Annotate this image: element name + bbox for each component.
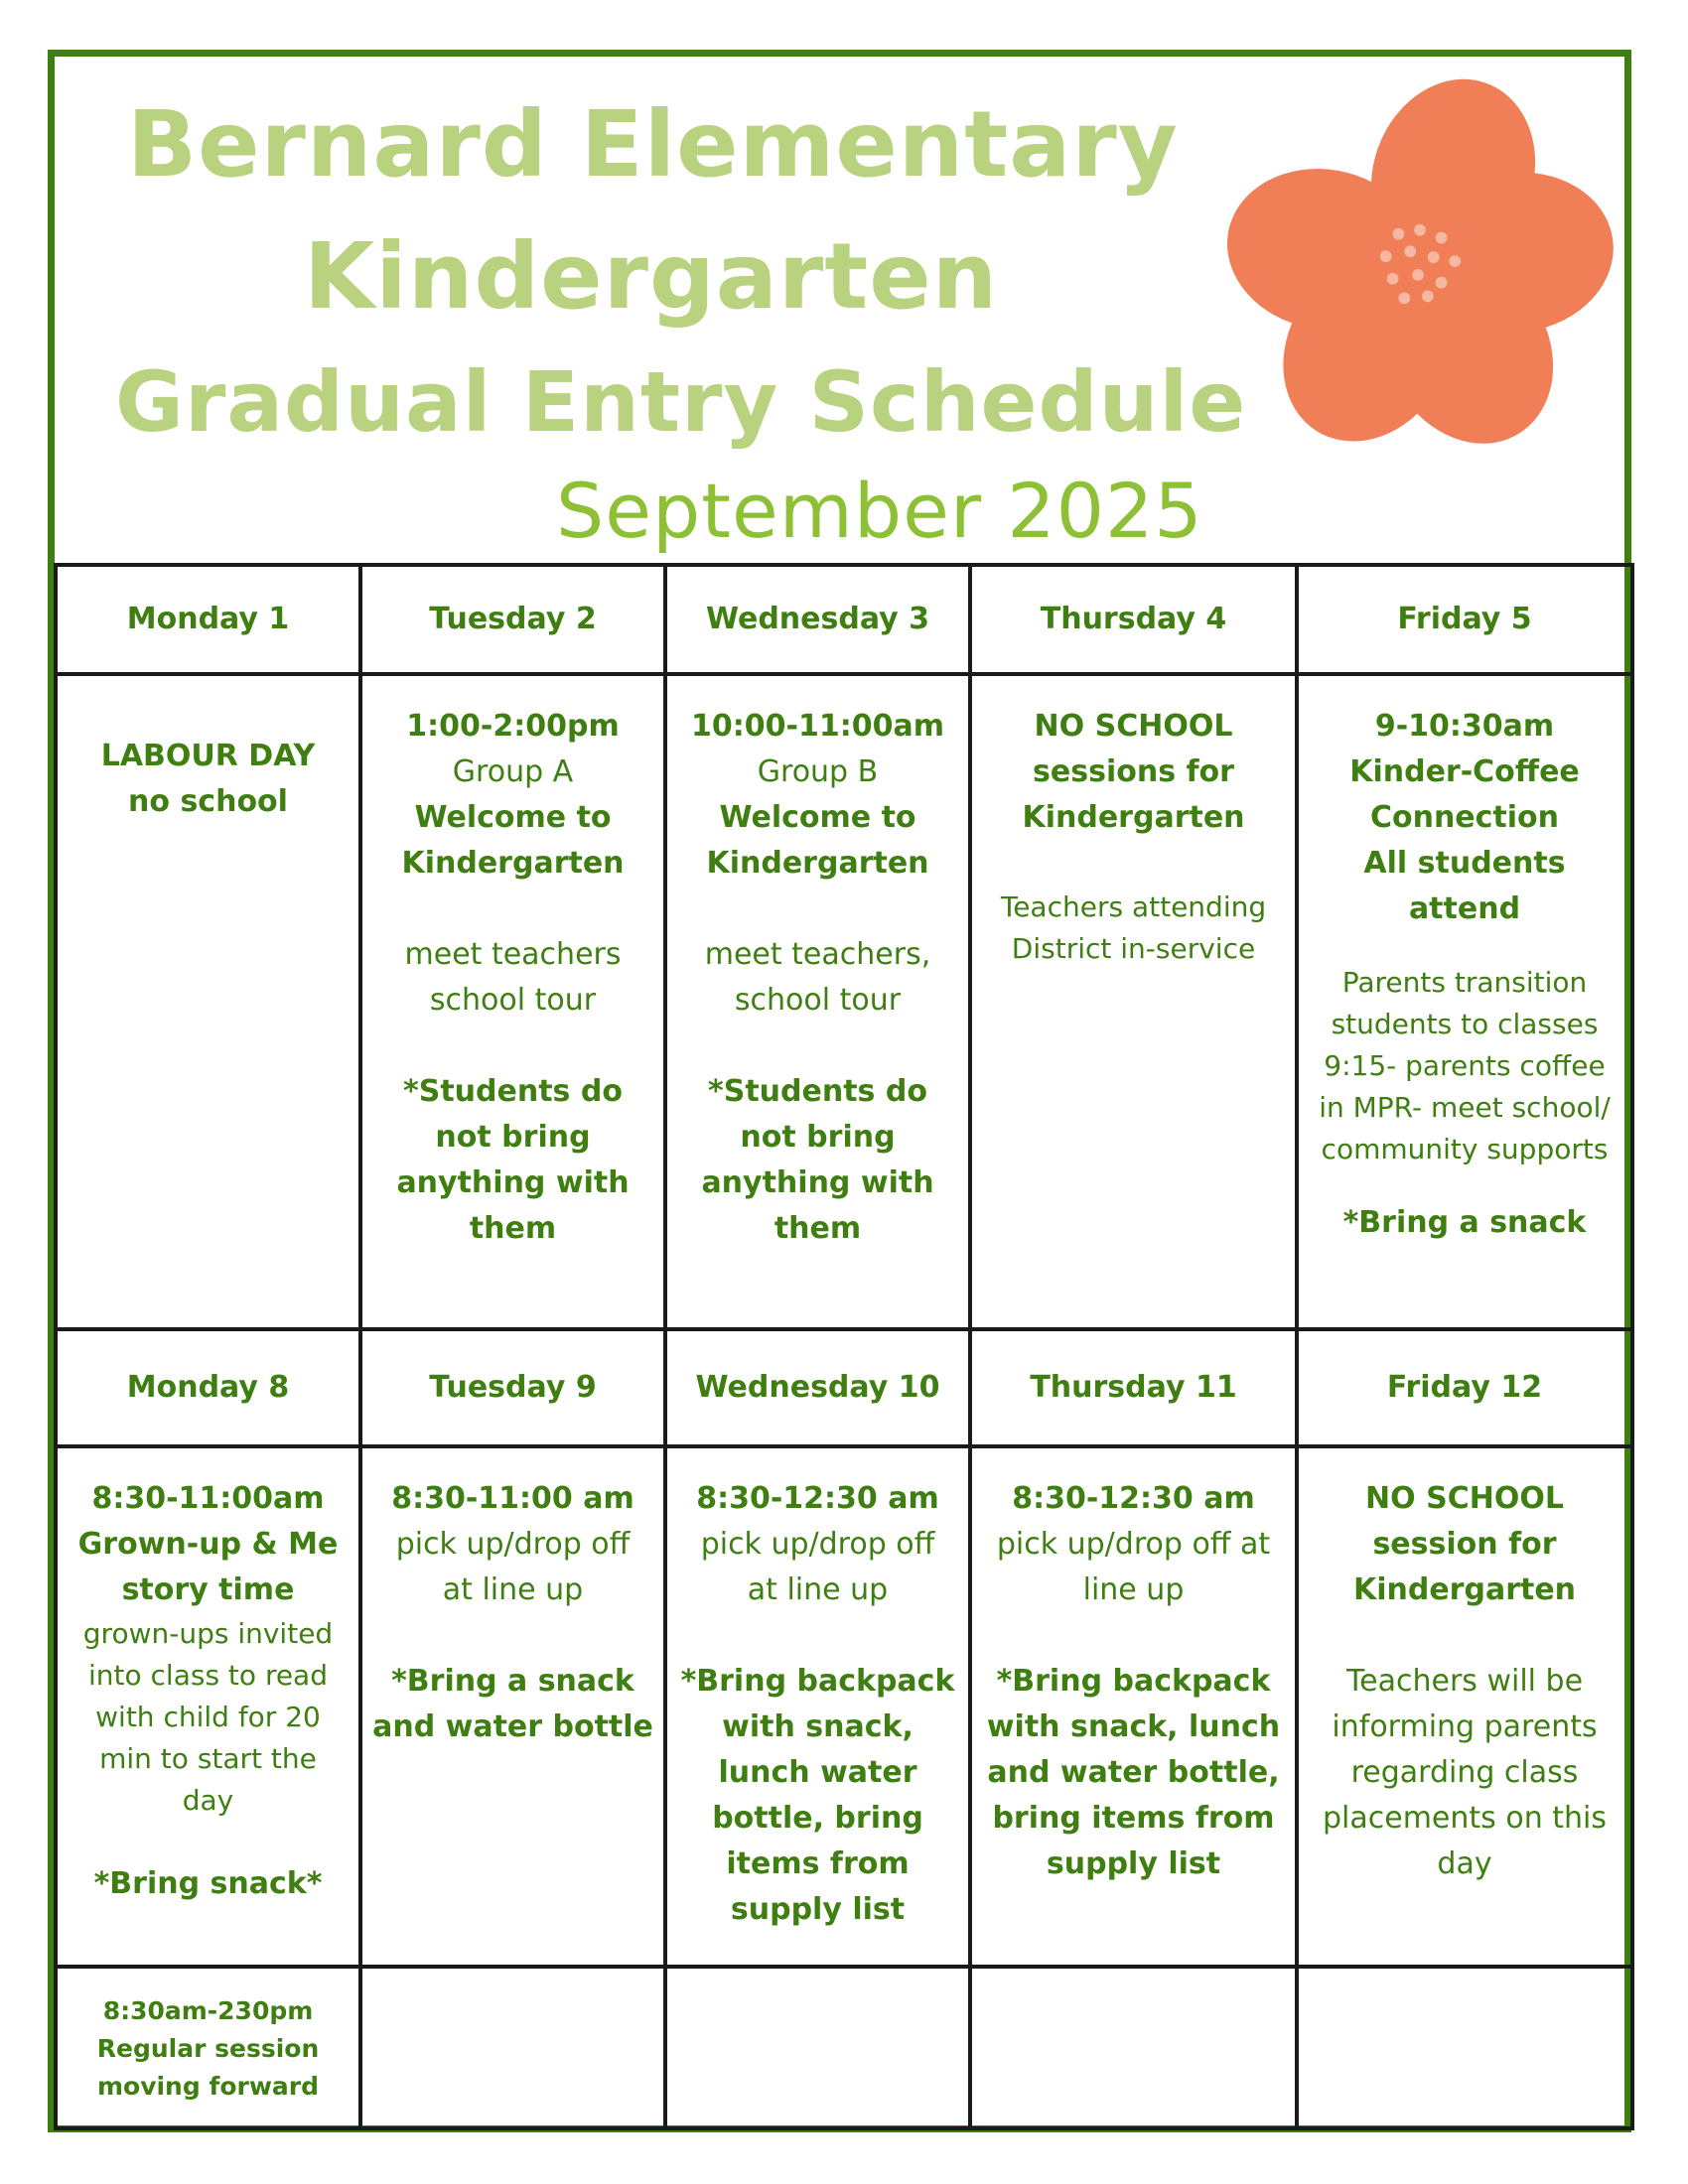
cell-text: line up	[1082, 1572, 1185, 1607]
cell-note: bottle, bring	[712, 1801, 923, 1836]
week1-header-row	[56, 565, 1632, 674]
day-header: Monday 8	[56, 1329, 360, 1446]
group-label: Group A	[452, 754, 574, 789]
cell-note: *Bring a snack	[1342, 1205, 1587, 1240]
day-cell-fri-12	[1297, 1446, 1632, 1967]
cell-title: NO SCHOOL	[1365, 1481, 1564, 1516]
cell-text: Welcome to	[719, 800, 916, 835]
session-time: 9-10:30am	[1374, 709, 1555, 744]
day-cell-wed-3	[665, 674, 970, 1329]
cell-text: Teachers attending	[1000, 890, 1267, 923]
cell-note: with snack,	[722, 1709, 914, 1744]
cell-text: meet teachers,	[704, 937, 931, 972]
cell-note: lunch water	[718, 1755, 917, 1790]
empty-cell	[360, 1967, 665, 2128]
footer-text: moving forward	[96, 2072, 320, 2101]
empty-cell	[665, 1967, 970, 2128]
week1-body-row	[56, 674, 1632, 1329]
schedule-heading: Gradual Entry Schedule	[115, 353, 1247, 451]
day-cell-thu-4	[970, 674, 1297, 1329]
cell-text: community supports	[1321, 1133, 1609, 1165]
day-header: Wednesday 10	[665, 1329, 970, 1446]
cell-note: supply list	[1046, 1846, 1221, 1881]
session-time: 8:30-12:30 am	[1012, 1481, 1255, 1516]
day-header: Thursday 4	[970, 565, 1297, 674]
cell-note: not bring	[740, 1120, 896, 1155]
cell-title: sessions for	[1033, 754, 1234, 789]
footer-row	[56, 1967, 1632, 2128]
day-header: Tuesday 9	[360, 1329, 665, 1446]
day-cell-wed-10	[665, 1446, 970, 1967]
footer-text: Regular session	[96, 2034, 320, 2063]
cell-note: items from	[726, 1846, 910, 1881]
cell-note: supply list	[730, 1892, 906, 1927]
session-time: 1:00-2:00pm	[406, 709, 620, 744]
cell-note: *Bring snack*	[93, 1866, 323, 1901]
schedule-calendar	[54, 563, 1634, 2130]
cell-text: District in-service	[1011, 932, 1256, 965]
day-cell-mon-8	[56, 1446, 360, 1967]
cell-text: pick up/drop off at	[996, 1527, 1271, 1562]
cell-text: Kindergarten	[706, 846, 929, 881]
cell-title: Kindergarten	[1022, 800, 1245, 835]
cell-note: *Bring backpack	[996, 1664, 1271, 1699]
cell-note: anything with	[396, 1165, 630, 1200]
cell-note: and water bottle,	[987, 1755, 1280, 1790]
empty-cell	[1297, 1967, 1632, 2128]
cell-title: All students attend	[1363, 846, 1566, 926]
cell-note: *Students do	[708, 1074, 927, 1109]
cell-title: LABOUR DAY	[100, 739, 316, 773]
cell-text: Teachers will be	[1345, 1664, 1584, 1699]
session-time: 8:30-11:00 am	[391, 1481, 634, 1516]
cell-title: story time	[121, 1572, 295, 1607]
cell-text: pick up/drop off	[700, 1527, 935, 1562]
cell-text: Parents transition	[1341, 966, 1588, 999]
day-header: Monday 1	[56, 565, 360, 674]
cell-note: them	[469, 1211, 557, 1246]
cell-note: with snack, lunch	[986, 1709, 1281, 1744]
cell-text: day	[1437, 1846, 1492, 1881]
day-header: Thursday 11	[970, 1329, 1297, 1446]
cell-text: grown-ups invited	[82, 1617, 334, 1650]
cell-text: Kindergarten	[401, 846, 625, 881]
day-cell-mon-1	[56, 674, 360, 1329]
cell-title: no school	[128, 784, 288, 819]
group-label: Group B	[757, 754, 879, 789]
flower-icon	[1225, 64, 1615, 469]
session-time: 8:30-11:00am	[91, 1481, 325, 1516]
month-heading: September 2025	[556, 467, 1203, 555]
day-cell-tue-2	[360, 674, 665, 1329]
cell-text: pick up/drop off	[395, 1527, 631, 1562]
cell-text: students to classes	[1331, 1008, 1599, 1040]
cell-title: Kindergarten	[1352, 1572, 1577, 1607]
footer-text: 8:30am-230pm	[102, 1996, 314, 2025]
cell-note: bring items from	[992, 1801, 1275, 1836]
cell-title: Grown-up & Me	[77, 1527, 339, 1562]
cell-note: not bring	[435, 1120, 591, 1155]
cell-note: *Bring a snack	[391, 1664, 634, 1699]
cell-text: Welcome to	[414, 800, 612, 835]
day-header: Tuesday 2	[360, 565, 665, 674]
cell-text: into class to read	[87, 1659, 328, 1692]
program-heading: Kindergarten	[304, 223, 999, 330]
day-header: Friday 12	[1297, 1329, 1632, 1446]
cell-note: *Bring backpack	[680, 1664, 955, 1699]
day-cell-fri-5	[1297, 674, 1632, 1329]
cell-note: *Students do	[403, 1074, 623, 1109]
day-cell-thu-11	[970, 1446, 1297, 1967]
session-time: 10:00-11:00am	[691, 709, 944, 744]
cell-title: Kinder-Coffee	[1349, 754, 1580, 789]
cell-text: with child for 20	[95, 1701, 321, 1733]
cell-title: NO SCHOOL	[1034, 709, 1233, 744]
cell-note: anything with	[701, 1165, 934, 1200]
week2-body-row	[56, 1446, 1632, 1967]
cell-text: school tour	[429, 983, 597, 1018]
regular-session-cell	[56, 1967, 360, 2128]
cell-note: them	[774, 1211, 862, 1246]
cell-text: day	[182, 1784, 234, 1817]
day-header: Wednesday 3	[665, 565, 970, 674]
cell-text: 9:15- parents coffee	[1324, 1049, 1606, 1082]
cell-text: regarding class	[1350, 1755, 1579, 1790]
cell-text: at line up	[442, 1572, 584, 1607]
empty-cell	[970, 1967, 1297, 2128]
week2-header-row	[56, 1329, 1632, 1446]
cell-note: and water bottle	[372, 1709, 653, 1744]
cell-text: min to start the	[99, 1742, 317, 1775]
cell-title: Connection	[1369, 800, 1560, 835]
day-header: Friday 5	[1297, 565, 1632, 674]
school-name-heading: Bernard Elementary	[127, 91, 1179, 198]
cell-text: in MPR- meet school/	[1319, 1091, 1611, 1124]
cell-text: school tour	[734, 983, 902, 1018]
cell-text: at line up	[747, 1572, 889, 1607]
cell-title: session for	[1372, 1527, 1557, 1562]
cell-text: informing parents	[1332, 1709, 1598, 1744]
cell-text: placements on this	[1323, 1801, 1607, 1836]
cell-text: meet teachers	[404, 937, 622, 972]
session-time: 8:30-12:30 am	[696, 1481, 939, 1516]
day-cell-tue-9	[360, 1446, 665, 1967]
